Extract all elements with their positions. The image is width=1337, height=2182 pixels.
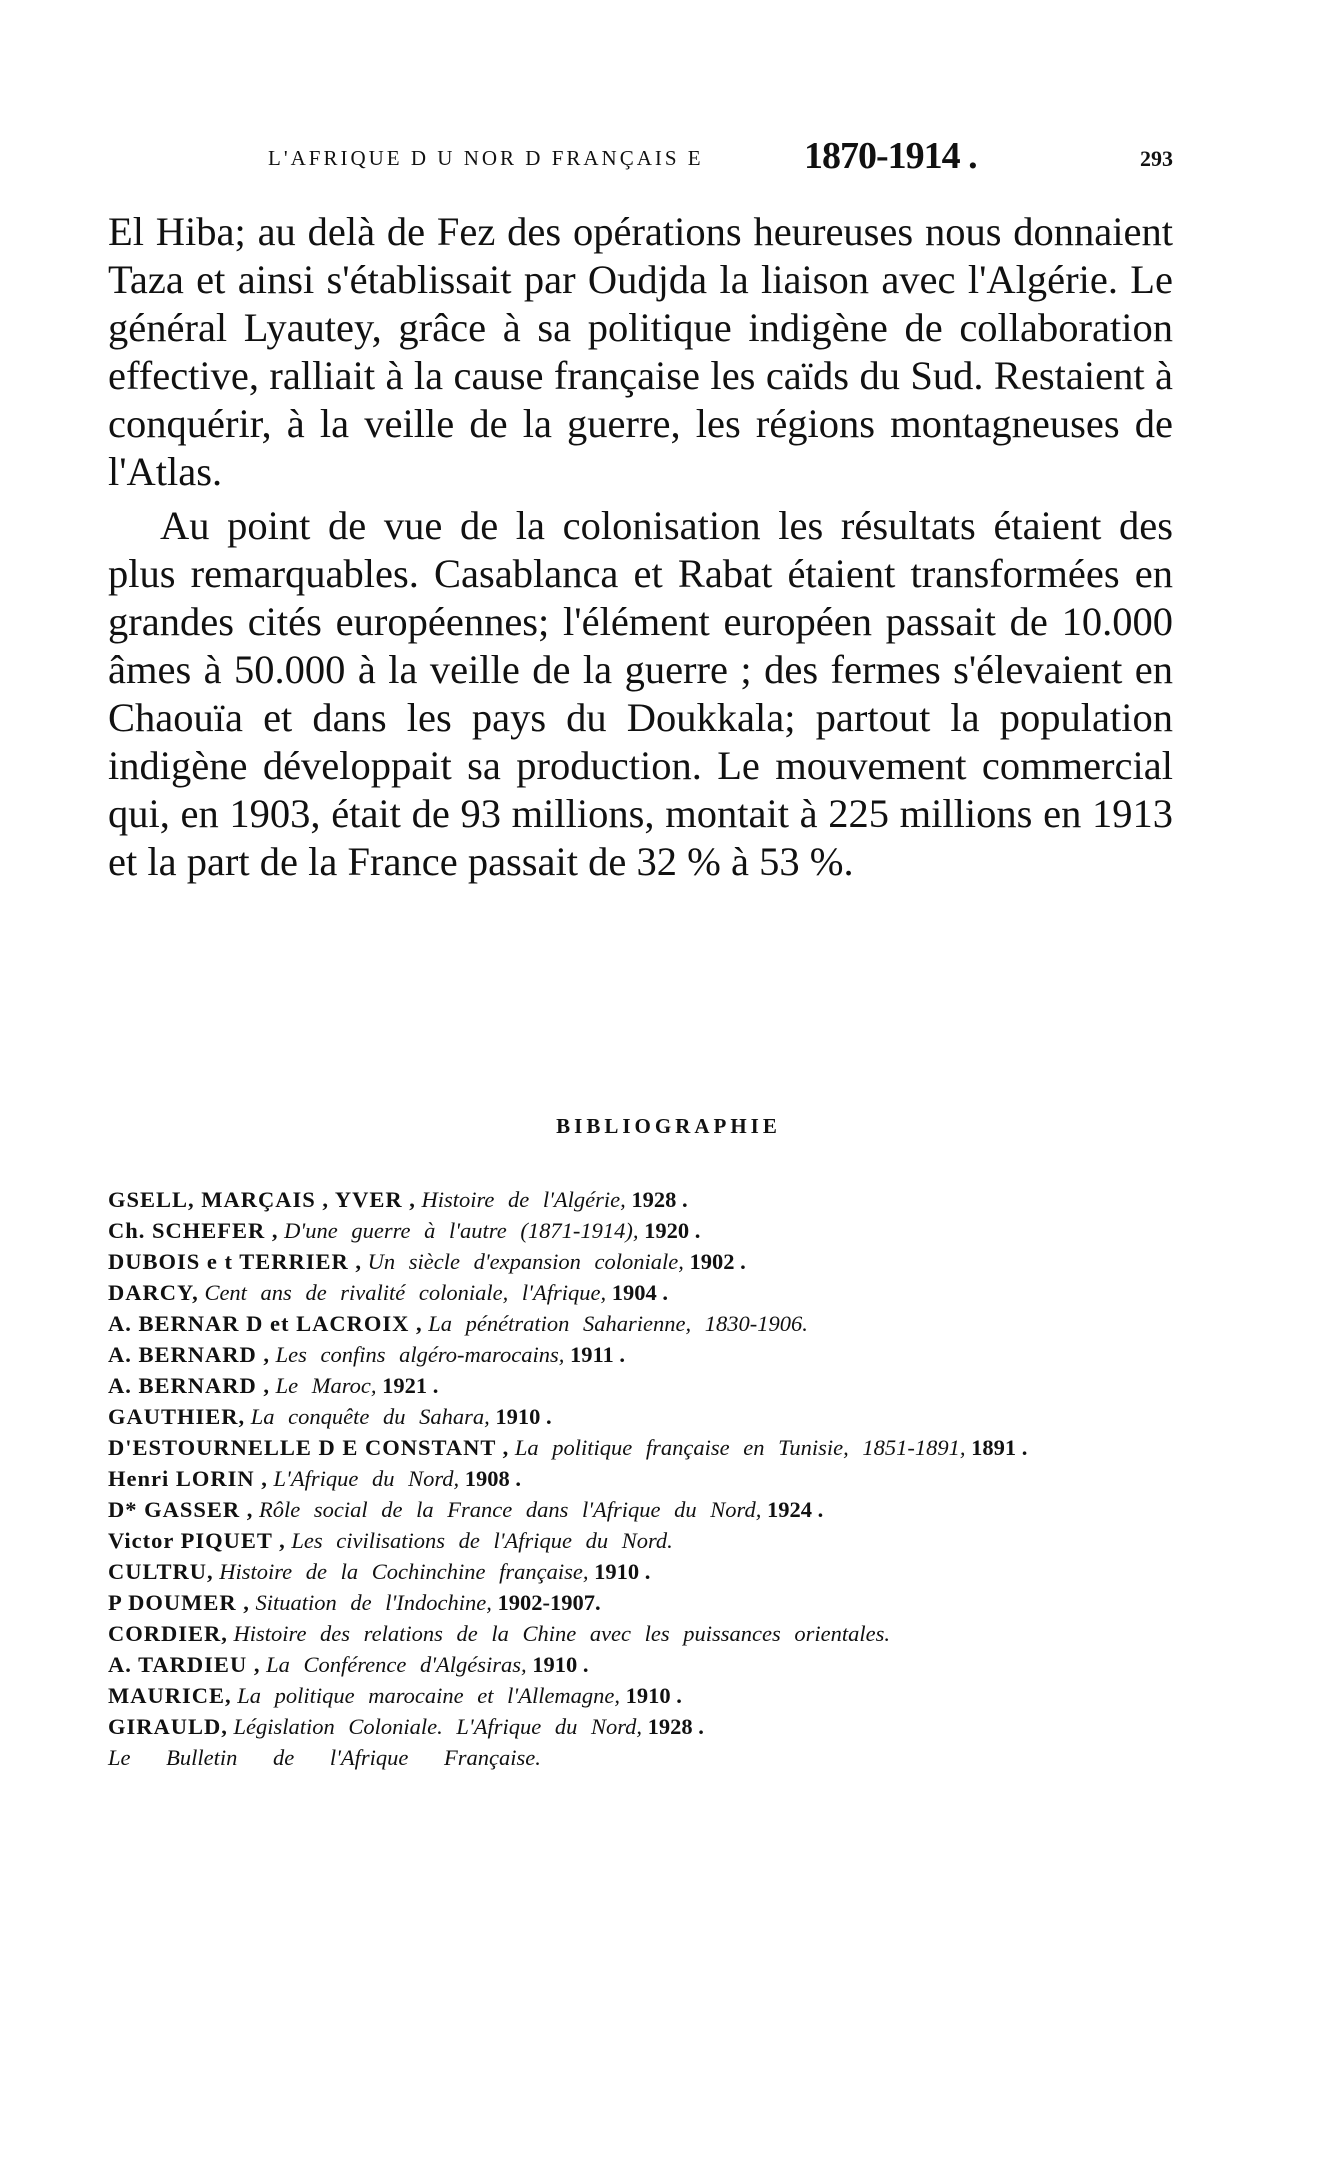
page-number: 293 (1140, 146, 1173, 171)
entry-author: P DOUMER , (108, 1590, 250, 1615)
entry-year: 1911 . (569, 1342, 625, 1367)
entry-author: GIRAULD, (108, 1714, 228, 1739)
bibliography-entry (108, 1556, 1173, 1587)
entry-work: Les civilisations de l'Afrique du Nord. (291, 1528, 673, 1553)
entry-year: 1910 . (625, 1683, 682, 1708)
bibliography-list (108, 1184, 1173, 1773)
entry-year: 1928 . (631, 1187, 688, 1212)
entry-author: A. BERNAR D et LACROIX , (108, 1311, 423, 1336)
entry-work: Le Bulletin de l'Afrique Française. (108, 1745, 541, 1770)
running-years: 1870-1914 . (804, 135, 977, 177)
bibliography-entry (108, 1711, 1173, 1742)
entry-author: A. BERNARD , (108, 1373, 271, 1398)
entry-work: Histoire de l'Algérie, (421, 1187, 626, 1212)
entry-year: 1908 . (464, 1466, 522, 1491)
entry-work: D'une guerre à l'autre (1871-1914), (284, 1218, 639, 1243)
entry-work: Le Maroc, (275, 1373, 377, 1398)
bibliography-entry (108, 1401, 1173, 1432)
entry-work: Législation Coloniale. L'Afrique du Nord, (233, 1714, 643, 1739)
entry-work: La Conférence d'Algésiras, (266, 1652, 527, 1677)
entry-year: 1920 . (644, 1218, 701, 1243)
entry-year: 1891 . (971, 1435, 1028, 1460)
bibliography-entry (108, 1432, 1173, 1463)
bibliography-entry (108, 1649, 1173, 1680)
bibliography-entry (108, 1308, 1173, 1339)
entry-author: D* GASSER , (108, 1497, 254, 1522)
entry-author: GSELL, MARÇAIS , YVER , (108, 1187, 416, 1212)
entry-work: L'Afrique du Nord, (273, 1466, 460, 1491)
entry-author: D'ESTOURNELLE D E CONSTANT , (108, 1435, 510, 1460)
bibliography-entry (108, 1742, 1173, 1773)
bibliography-entry (108, 1494, 1173, 1525)
entry-author: DARCY, (108, 1280, 199, 1305)
paragraph: Au point de vue de la colonisation les résultats étaient des plus remarquables. Casablanca et Rabat étaient transformées en grandes cités européennes; l'élément européen passait de 10.000 âmes à 50.000 à la veille de la guerre ; des fermes s'élevaient en Chaouïa et dans les pays du Doukkala; partout la population indigène développait sa production. Le mouvement commercial qui, en 1903, était de 93 millions, montait à 225 millions en 1913 et la part de la France passait de 32 % à 53 %. (108, 503, 1173, 884)
entry-author: Victor PIQUET , (108, 1528, 286, 1553)
bibliography-heading: BIBLIOGRAPHIE (556, 1114, 781, 1138)
entry-author: CULTRU, (108, 1559, 214, 1584)
entry-year: 1910 . (594, 1559, 651, 1584)
entry-work: Situation de l'Indochine, (255, 1590, 492, 1615)
entry-year: 1902 . (689, 1249, 746, 1274)
entry-year: 1910 . (495, 1404, 552, 1429)
body-text (108, 208, 1173, 886)
bibliography-entry (108, 1184, 1173, 1215)
entry-work: Cent ans de rivalité coloniale, l'Afrique, (204, 1280, 607, 1305)
running-header (108, 135, 1173, 178)
entry-work: La politique marocaine et l'Allemagne, (237, 1683, 621, 1708)
entry-year: 1904 . (611, 1280, 668, 1305)
entry-year: 1921 . (382, 1373, 439, 1398)
entry-year: 1902-1907. (497, 1590, 601, 1615)
bibliography-entry (108, 1277, 1173, 1308)
bibliography-entry (108, 1525, 1173, 1556)
entry-author: CORDIER, (108, 1621, 228, 1646)
bibliography-entry (108, 1463, 1173, 1494)
entry-year: 1928 . (647, 1714, 704, 1739)
entry-author: A. TARDIEU , (108, 1652, 261, 1677)
entry-work: Histoire des relations de la Chine avec les puissances orientales. (233, 1621, 891, 1646)
entry-year: 1910 . (532, 1652, 589, 1677)
bibliography-entry (108, 1246, 1173, 1277)
entry-year: 1924 . (766, 1497, 824, 1522)
entry-author: Henri LORIN , (108, 1466, 268, 1491)
entry-author: DUBOIS e t TERRIER , (108, 1249, 362, 1274)
bibliography-entry (108, 1370, 1173, 1401)
entry-author: A. BERNARD , (108, 1342, 271, 1367)
entry-work: La conquête du Sahara, (250, 1404, 490, 1429)
entry-author: MAURICE, (108, 1683, 232, 1708)
entry-author: Ch. SCHEFER , (108, 1218, 279, 1243)
entry-work: La politique française en Tunisie, 1851-1891, (514, 1435, 966, 1460)
entry-work: La pénétration Saharienne, 1830-1906. (428, 1311, 808, 1336)
bibliography-entry (108, 1587, 1173, 1618)
paragraph: El Hiba; au delà de Fez des opérations heureuses nous donnaient Taza et ainsi s'établissait par Oudjda la liaison avec l'Algérie. Le général Lyautey, grâce à sa politique indigène de collaboration effective, ralliait à la cause française les caïds du Sud. Restaient à conquérir, à la veille de la guerre, les régions montagneuses de l'Atlas. (108, 209, 1173, 494)
entry-work: Les confins algéro-marocains, (275, 1342, 565, 1367)
bibliography-entry (108, 1680, 1173, 1711)
bibliography-entry (108, 1339, 1173, 1370)
entry-work: Rôle social de la France dans l'Afrique du Nord, (259, 1497, 762, 1522)
bibliography-entry (108, 1215, 1173, 1246)
running-title: L'AFRIQUE D U NOR D FRANÇAIS E (268, 146, 704, 170)
bibliography-entry (108, 1618, 1173, 1649)
entry-work: Histoire de la Cochinchine française, (219, 1559, 589, 1584)
entry-work: Un siècle d'expansion coloniale, (367, 1249, 684, 1274)
entry-author: GAUTHIER, (108, 1404, 246, 1429)
